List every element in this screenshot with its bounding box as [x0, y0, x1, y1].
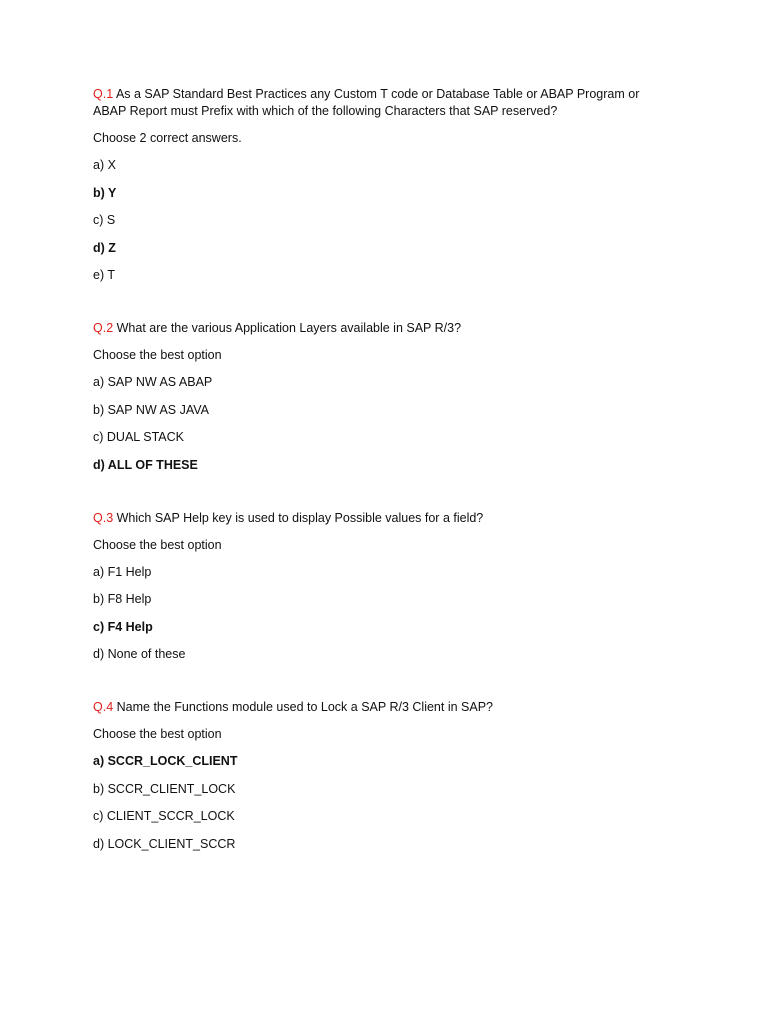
question-stem: What are the various Application Layers available in SAP R/3? [113, 320, 462, 335]
question-1 [93, 86, 663, 284]
answer-option: a) SAP NW AS ABAP [93, 375, 213, 390]
answer-option: a) F1 Help [93, 564, 152, 579]
answer-option-correct: d) Z [93, 240, 116, 255]
answer-option: d) LOCK_CLIENT_SCCR [93, 836, 236, 851]
question-2-text [93, 320, 663, 337]
question-3 [93, 510, 663, 664]
answer-option: b) SAP NW AS JAVA [93, 402, 210, 417]
question-4-text [93, 699, 663, 716]
answer-option-correct: a) SCCR_LOCK_CLIENT [93, 754, 238, 769]
question-number: Q.2 [93, 320, 114, 335]
question-number: Q.1 [93, 87, 114, 101]
question-stem: Name the Functions module used to Lock a SAP R/3 Client in SAP? [113, 700, 493, 715]
answer-option-correct: c) F4 Help [93, 619, 153, 634]
answer-option-correct: b) Y [93, 185, 117, 200]
answer-option: e) T [93, 267, 115, 282]
answer-option-correct: d) ALL OF THESE [93, 457, 198, 472]
instruction: Choose the best option [93, 537, 222, 552]
answer-option: b) F8 Help [93, 592, 152, 607]
question-stem: Which SAP Help key is used to display Possible values for a field? [113, 510, 484, 525]
question-3-text [93, 510, 663, 527]
answer-option: c) S [93, 213, 116, 228]
question-1-text [93, 86, 663, 120]
question-2 [93, 320, 663, 474]
instruction: Choose the best option [93, 347, 222, 362]
answer-option: d) None of these [93, 647, 186, 662]
question-number: Q.4 [93, 700, 114, 715]
answer-option: c) CLIENT_SCCR_LOCK [93, 809, 235, 824]
instruction: Choose 2 correct answers. [93, 131, 242, 145]
instruction: Choose the best option [93, 727, 222, 742]
document-page [93, 86, 663, 889]
answer-option: b) SCCR_CLIENT_LOCK [93, 781, 236, 796]
question-stem: As a SAP Standard Best Practices any Custom T code or Database Table or ABAP Program or ABAP Report must Prefix with which of the following Characters that SAP reserved? [93, 87, 640, 118]
answer-option: c) DUAL STACK [93, 430, 184, 445]
answer-option: a) X [93, 158, 116, 173]
question-4 [93, 699, 663, 853]
question-number: Q.3 [93, 510, 114, 525]
